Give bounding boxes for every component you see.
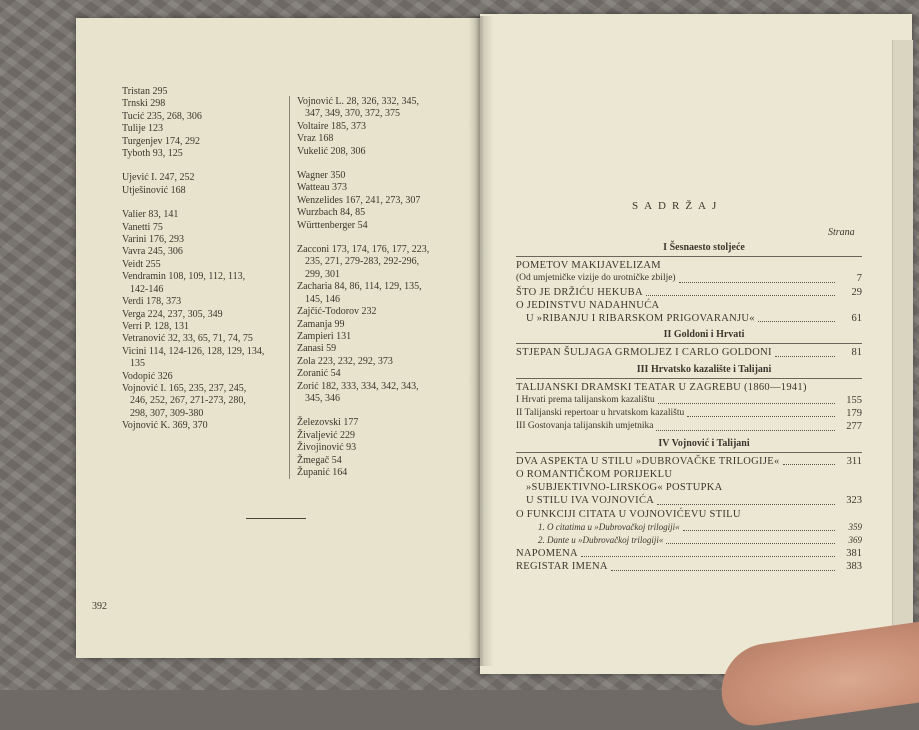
index-entry [297, 467, 467, 479]
index-entry-text: Županić 164 [297, 466, 348, 478]
toc-entry-title: STJEPAN ŠULJAGA GRMOLJEZ I CARLO GOLDONI [516, 347, 772, 359]
index-entry-continuation: 135 [130, 358, 145, 370]
index-entry [297, 146, 467, 158]
toc-entry-title: 1. O citatima u »Dubrovačkoj trilogiji« [538, 521, 680, 532]
toc-entry [516, 299, 862, 312]
toc-entry [516, 381, 862, 394]
toc-part-heading: II Goldoni i Hrvati [663, 329, 745, 341]
index-entry [297, 356, 467, 368]
index-entry-text: Vukelić 208, 306 [297, 145, 366, 157]
toc-leader-dots [666, 543, 835, 544]
toc-leader-dots [611, 570, 835, 571]
index-entry [122, 209, 282, 221]
index-entry [122, 271, 282, 296]
index-gap [122, 160, 282, 172]
toc-entry-page: 61 [851, 313, 862, 325]
index-entry-text: Tucić 235, 268, 306 [122, 110, 202, 122]
index-entry-text: Zamanja 99 [297, 318, 345, 330]
index-entry-text: Turgenjev 174, 292 [122, 135, 201, 147]
index-entry [297, 381, 467, 406]
toc-entry-page: 29 [851, 286, 862, 298]
index-entry-text: Vraz 168 [297, 133, 334, 145]
index-entry [122, 321, 282, 333]
toc-entry-title: (Od umjetničke vizije do urotničke zbilje) [516, 273, 676, 284]
toc-entry-title: POMETOV MAKIJAVELIZAM [516, 260, 661, 272]
toc-leader-dots [683, 530, 835, 531]
toc-entry-title: REGISTAR IMENA [516, 561, 608, 573]
index-entry [297, 442, 467, 454]
index-entry [122, 371, 282, 383]
index-entry-text: Žmegač 54 [297, 454, 342, 466]
toc-entry-page: 81 [851, 347, 862, 359]
index-entry [297, 182, 467, 194]
index-entry [297, 281, 467, 306]
index-entry-text: Železovski 177 [297, 417, 359, 429]
index-entry-text: Wenzelides 167, 241, 273, 307 [297, 194, 421, 206]
index-entry [297, 331, 467, 343]
index-entry [122, 259, 282, 271]
index-gap [122, 197, 282, 209]
index-entry-text: Vodopić 326 [122, 370, 173, 382]
book-gutter [468, 16, 494, 666]
index-entry [122, 333, 282, 345]
toc-leader-dots [679, 282, 835, 283]
index-entry-text: Zajčić-Todorov 232 [297, 306, 377, 318]
index-entry-text: Zanasi 59 [297, 343, 337, 355]
index-entry-text: Verga 224, 237, 305, 349 [122, 308, 223, 320]
toc-leader-dots [658, 403, 835, 404]
toc-leader-dots [656, 430, 835, 431]
toc-entry [516, 420, 862, 433]
toc-leader-dots [581, 556, 835, 557]
toc-leader-dots [687, 416, 835, 417]
index-entry [297, 195, 467, 207]
toc-entry-title: I Hrvati prema talijanskom kazalištu [516, 395, 655, 406]
page-edges [892, 40, 913, 680]
index-entry [297, 368, 467, 380]
index-entry [297, 319, 467, 331]
index-entry-text: Utješinović 168 [122, 184, 186, 196]
toc-entry-page: 179 [846, 408, 862, 420]
toc-entry [516, 455, 862, 468]
toc-entry-title: III Gostovanja talijanskih umjetnika [516, 421, 654, 432]
index-entry-text: Zorić 182, 333, 334, 342, 343, [297, 380, 419, 392]
toc-entry [516, 346, 862, 359]
toc-entry [516, 468, 862, 481]
toc-entry [516, 272, 862, 285]
index-entry [122, 185, 282, 197]
toc-rule [516, 452, 862, 453]
index-entry [297, 96, 467, 121]
toc-rule [516, 378, 862, 379]
index-entry [297, 430, 467, 442]
index-entry [122, 123, 282, 135]
index-entry-continuation: 299, 301 [305, 268, 340, 280]
index-entry [297, 343, 467, 355]
toc-entry-page: 277 [846, 421, 862, 433]
index-entry-continuation: 145, 146 [305, 293, 340, 305]
toc-entry-page: 311 [846, 455, 862, 467]
index-entry-text: Vanetti 75 [122, 221, 163, 233]
toc-entry-title: 2. Dante u »Dubrovačkoj trilogiji« [538, 535, 664, 546]
index-entry-text: Vetranović 32, 33, 65, 71, 74, 75 [122, 333, 253, 345]
toc-entry [516, 560, 862, 573]
section-divider [246, 518, 306, 519]
index-entry [122, 98, 282, 110]
index-entry-text: Vojnović L. 28, 326, 332, 345, [297, 96, 420, 107]
toc-entry-page: 7 [856, 273, 862, 285]
index-entry [122, 86, 282, 98]
toc-part-heading: III Hrvatsko kazalište i Talijani [636, 363, 772, 375]
toc-entry-page: 383 [846, 561, 862, 573]
index-entry-text: Zola 223, 232, 292, 373 [297, 355, 393, 367]
toc-entry-page: 359 [848, 521, 862, 532]
toc-entry-title: TALIJANSKI DRAMSKI TEATAR U ZAGREBU (1860—1941) [516, 381, 807, 393]
toc-page-column-label: Strana [828, 227, 855, 238]
toc-entry [516, 494, 862, 507]
toc-entry-page: 323 [846, 495, 862, 507]
toc-title: SADRŽAJ [632, 200, 723, 212]
index-entry [122, 420, 282, 432]
toc-entry-title: ŠTO JE DRŽIĆU HEKUBA [516, 286, 643, 298]
index-entry [122, 234, 282, 246]
index-entry-text: Wagner 350 [297, 170, 346, 182]
toc-leader-dots [758, 321, 835, 322]
toc-entry-title: O FUNKCIJI CITATA U VOJNOVIĆEVU STILU [516, 508, 741, 520]
index-column-2 [297, 96, 467, 479]
index-entry-continuation: 345, 346 [305, 392, 340, 404]
index-entry [297, 121, 467, 133]
index-entry-text: Tristan 295 [122, 86, 168, 97]
index-entry [297, 306, 467, 318]
toc-entry [516, 312, 862, 325]
index-entry [122, 172, 282, 184]
page-number: 392 [92, 601, 107, 612]
index-entry-continuation: 235, 271, 279-283, 292-296, [305, 256, 420, 268]
index-entry-text: Vendramin 108, 109, 112, 113, [122, 271, 246, 283]
index-entry-text: Trnski 298 [122, 98, 166, 110]
index-entry [297, 244, 467, 281]
index-gap [297, 158, 467, 170]
toc-entry [516, 286, 862, 299]
index-entry [297, 455, 467, 467]
toc-part-heading: IV Vojnović i Talijani [658, 437, 750, 449]
toc-entry-title: O JEDINSTVU NADAHNUĆA [516, 299, 660, 311]
toc-entry-title: O ROMANTIČKOM PORIJEKLU [516, 469, 673, 481]
index-entry-text: Varini 176, 293 [122, 234, 184, 246]
toc-entry [516, 481, 862, 494]
index-entry [122, 383, 282, 420]
index-gap [297, 232, 467, 244]
index-entry-text: Vavra 245, 306 [122, 246, 183, 258]
index-entry [297, 133, 467, 145]
toc-leader-dots [783, 464, 836, 465]
index-entry [297, 417, 467, 429]
toc-entry-title: U STILU IVA VOJNOVIĆA [526, 495, 655, 507]
index-entry-text: Württenberger 54 [297, 219, 368, 231]
index-entry-continuation: 298, 307, 309-380 [130, 407, 204, 419]
table-of-contents [516, 238, 862, 574]
toc-entry [516, 534, 862, 547]
index-entry-text: Veidt 255 [122, 258, 161, 270]
index-entry-text: Živaljević 229 [297, 429, 356, 441]
index-entry-text: Tulije 123 [122, 123, 164, 135]
index-entry-continuation: 142-146 [130, 283, 164, 295]
toc-entry [516, 394, 862, 407]
index-entry-text: Zampieri 131 [297, 330, 352, 342]
toc-entry-page: 155 [846, 395, 862, 407]
toc-entry [516, 521, 862, 534]
index-column-1 [122, 86, 282, 433]
index-entry [297, 170, 467, 182]
index-entry [122, 222, 282, 234]
index-entry-continuation: 347, 349, 370, 372, 375 [305, 108, 400, 120]
toc-entry-page: 369 [848, 535, 862, 546]
toc-rule [516, 256, 862, 257]
toc-entry [516, 508, 862, 521]
index-entry [122, 246, 282, 258]
toc-entry [516, 547, 862, 560]
index-gap [297, 405, 467, 417]
index-entry [122, 346, 282, 371]
index-entry [122, 136, 282, 148]
index-entry-text: Vicini 114, 124-126, 128, 129, 134, [122, 345, 265, 357]
toc-part-heading: I Šesnaesto stoljeće [663, 242, 745, 253]
toc-entry-title: »SUBJEKTIVNO-LIRSKOG« POSTUPKA [526, 482, 723, 494]
toc-entry-title: NAPOMENA [516, 548, 578, 560]
index-entry-text: Verdi 178, 373 [122, 296, 182, 308]
toc-leader-dots [775, 356, 835, 357]
index-entry [122, 309, 282, 321]
toc-entry [516, 259, 862, 272]
index-entry-text: Wurzbach 84, 85 [297, 207, 366, 219]
toc-entry-page: 381 [846, 548, 862, 560]
toc-entry-title: II Talijanski repertoar u hrvatskom kazalištu [516, 408, 685, 419]
index-entry-text: Zacharia 84, 86, 114, 129, 135, [297, 281, 422, 293]
index-entry [122, 148, 282, 160]
index-entry-text: Verri P. 128, 131 [122, 320, 189, 332]
index-entry [122, 111, 282, 123]
toc-leader-dots [657, 504, 835, 505]
index-entry-text: Zacconi 173, 174, 176, 177, 223, [297, 244, 430, 256]
toc-leader-dots [646, 295, 835, 296]
toc-entry-title: DVA ASPEKTA U STILU »DUBROVAČKE TRILOGIJE« [516, 455, 780, 467]
index-entry-continuation: 246, 252, 267, 271-273, 280, [130, 395, 246, 407]
index-entry-text: Tyboth 93, 125 [122, 148, 183, 160]
index-entry-text: Valier 83, 141 [122, 209, 179, 221]
index-entry [297, 207, 467, 219]
index-entry-text: Ujević I. 247, 252 [122, 172, 195, 184]
index-entry-text: Zoranić 54 [297, 368, 341, 380]
index-entry-text: Živojinović 93 [297, 442, 357, 454]
index-entry-text: Watteau 373 [297, 182, 348, 194]
index-entry [122, 296, 282, 308]
index-entry-text: Vojnović I. 165, 235, 237, 245, [122, 382, 247, 394]
toc-entry-title: U »RIBANJU I RIBARSKOM PRIGOVARANJU« [526, 313, 755, 325]
index-entry-text: Voltaire 185, 373 [297, 120, 366, 132]
toc-rule [516, 343, 862, 344]
index-entry [297, 220, 467, 232]
toc-entry [516, 407, 862, 420]
index-entry-text: Vojnović K. 369, 370 [122, 420, 208, 432]
